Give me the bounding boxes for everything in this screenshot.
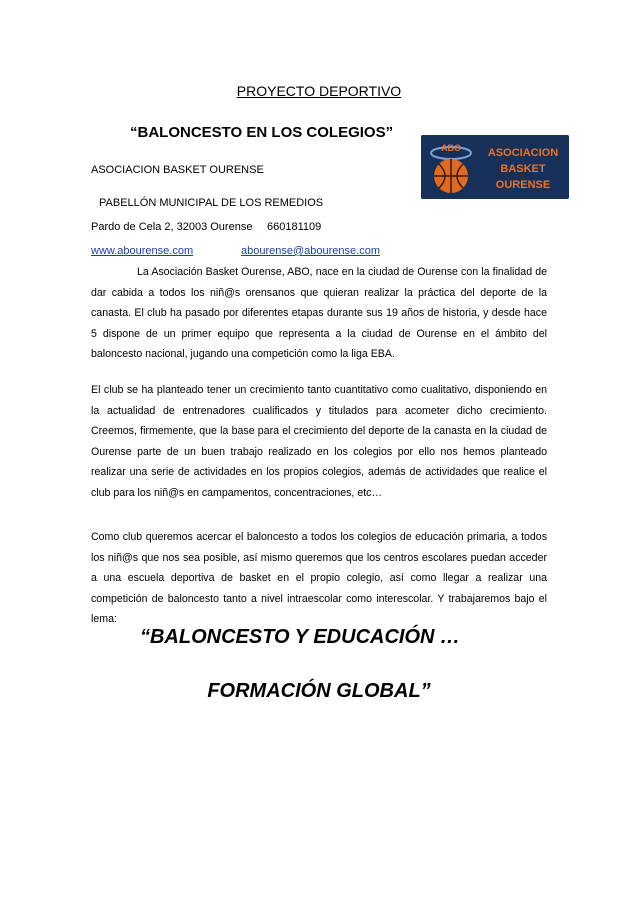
venue-name: PABELLÓN MUNICIPAL DE LOS REMEDIOS [99, 197, 324, 209]
logo-line2: BASKET [500, 163, 546, 175]
motto-line-2: FORMACIÓN GLOBAL” [207, 680, 431, 702]
website-link[interactable]: www.abourense.com [91, 245, 194, 257]
phone-number: 660181109 [267, 221, 322, 233]
abo-logo [421, 135, 569, 199]
organization-name: ASOCIACION BASKET OURENSE [91, 164, 264, 176]
paragraph-goals: Como club queremos acercar el baloncesto a todos los colegios de educación primaria, a todos los niñ@s que nos sea posible, así mismo queremos que los centros escolares puedan acceder a una escuela deportiva de basket en el propio colegio, así como llegar a realizar una competición de baloncesto tanto a nivel intraescolar como interescolar. Y trabajaremos bajo el lema: [91, 531, 547, 625]
logo-abbr: ABO [441, 143, 461, 153]
address: Pardo de Cela 2, 32003 Ourense [91, 221, 253, 233]
paragraph-growth: El club se ha planteado tener un crecimiento tanto cuantitativo como cualitativo, disponiendo en la actualidad de entrenadores cualificados y titulados para acometer dicho crecimiento. Creemos, firmemente, que la base para el crecimiento del deporte de la canasta en la ciudad de Ourense parte de un buen trabajo realizado en los colegios por ello nos hemos planteado realizar una serie de actividades en los propios colegios, además de actividades que realice el club para los niñ@s en campamentos, concentraciones, etc… [91, 384, 547, 499]
motto-line-1: “BALONCESTO Y EDUCACIÓN … [139, 626, 461, 648]
paragraph-intro: La Asociación Basket Ourense, ABO, nace en la ciudad de Ourense con la finalidad de dar cabida a todos los niñ@s orensanos que quieran realizar la práctica del deporte de la canasta. El club ha pasado por diferentes etapas durante sus 19 años de historia, y desde hace 5 dispone de un primer equipo que representa a la ciudad de Ourense en el ámbito del baloncesto nacional, jugando una competición como la liga EBA. [91, 266, 547, 360]
email-link[interactable]: abourense@abourense.com [241, 245, 380, 257]
logo-line1: ASOCIACION [487, 147, 559, 159]
abo-logo-graphic [421, 135, 569, 199]
project-subtitle: “BALONCESTO EN LOS COLEGIOS” [130, 124, 394, 141]
document-title: PROYECTO DEPORTIVO [236, 83, 402, 99]
logo-line3: OURENSE [495, 179, 551, 191]
